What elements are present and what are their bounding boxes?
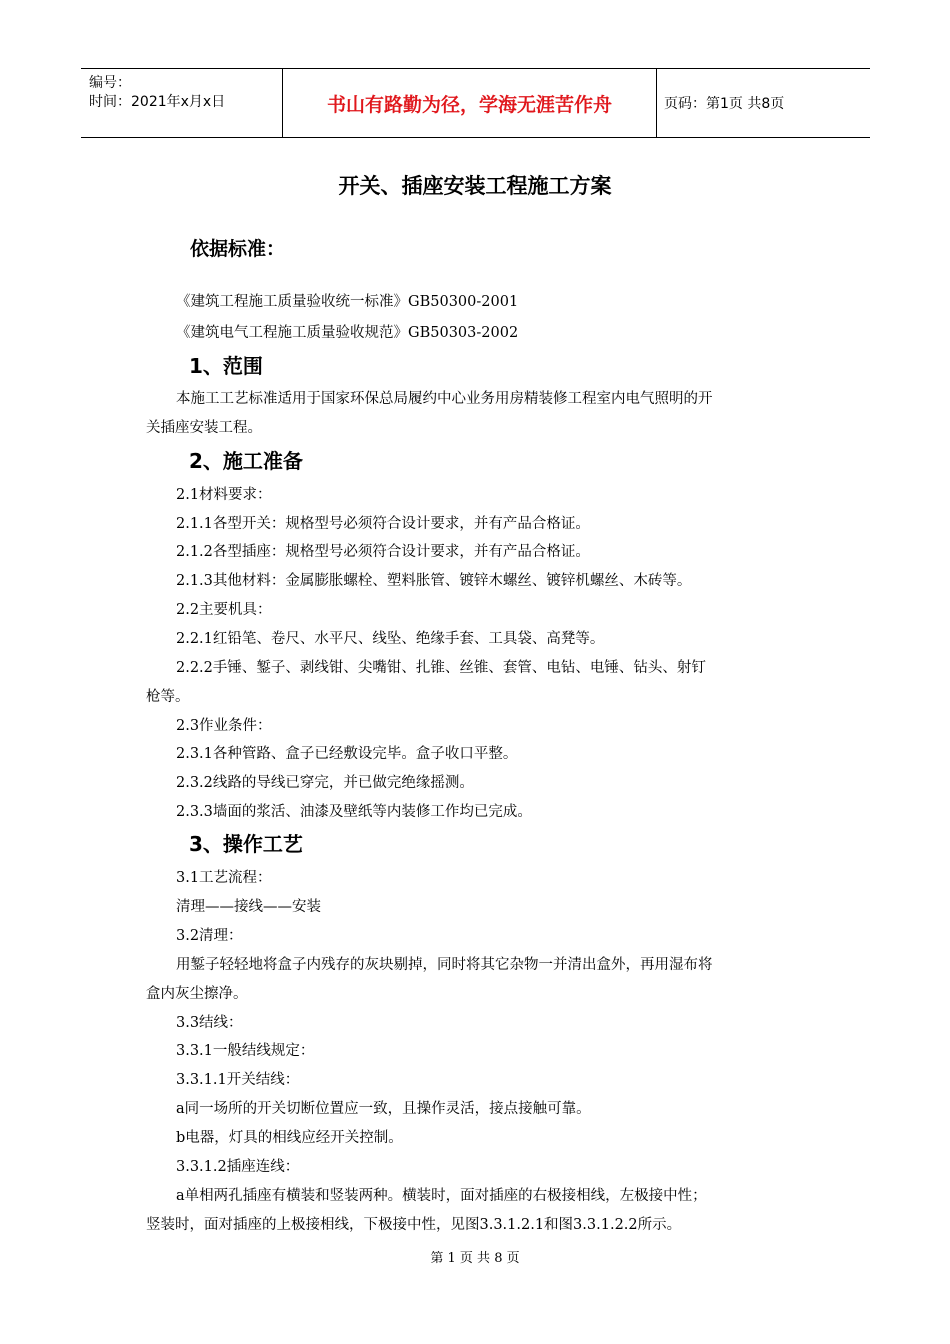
standard-item: 《建筑工程施工质量验收统一标准》GB50300-2001: [176, 294, 519, 310]
paragraph-line: 3.3结线：: [176, 1015, 243, 1031]
paragraph-line: 2.3.2线路的导线已穿完，并已做完绝缘摇测。: [176, 775, 474, 791]
paragraph-line: 关插座安装工程。: [146, 420, 262, 436]
paragraph-line: 2.3.1各种管路、盒子已经敷设完毕。盒子收口平整。: [176, 746, 518, 762]
section-heading-preparation: 2、施工准备: [189, 449, 303, 473]
paragraph-line: 3.3.1一般结线规定：: [176, 1043, 315, 1059]
paragraph-line: 2.1.3其他材料：金属膨胀螺栓、塑料胀管、镀锌木螺丝、镀锌机螺丝、木砖等。: [176, 573, 692, 589]
document-date: 时间：2021年x月x日: [89, 94, 226, 110]
paragraph-line: 2.3.3墙面的浆活、油漆及壁纸等内装修工作均已完成。: [176, 804, 532, 820]
paragraph-line: 盒内灰尘擦净。: [146, 986, 248, 1002]
header-motto: 书山有路勤为径，学海无涯苦作舟: [282, 69, 657, 137]
section-heading-scope: 1、范围: [189, 354, 263, 378]
basis-heading: 依据标准：: [190, 238, 286, 260]
paragraph-line: 3.2清理：: [176, 928, 243, 944]
paragraph-line: 枪等。: [146, 689, 190, 705]
section-heading-process: 3、操作工艺: [189, 832, 303, 856]
paragraph-line: 本施工工艺标准适用于国家环保总局履约中心业务用房精装修工程室内电气照明的开: [176, 391, 713, 407]
paragraph-line: b电器，灯具的相线应经开关控制。: [176, 1130, 403, 1146]
page-footer: 第 1 页 共 8 页: [430, 1251, 520, 1266]
paragraph-line: 竖装时，面对插座的上极接相线，下极接中性，见图3.3.1.2.1和图3.3.1.2.2所示。: [146, 1217, 682, 1233]
paragraph-line: 2.1.1各型开关：规格型号必须符合设计要求，并有产品合格证。: [176, 516, 590, 532]
paragraph-line: 3.3.1.2插座连线：: [176, 1159, 300, 1175]
document-number-label: 编号：: [89, 75, 131, 91]
paragraph-line: 3.1工艺流程：: [176, 870, 272, 886]
paragraph-line: 2.1.2各型插座：规格型号必须符合设计要求，并有产品合格证。: [176, 544, 590, 560]
document-title: 开关、插座安装工程施工方案: [338, 174, 612, 198]
page-header: [81, 68, 870, 138]
paragraph-line: 清理——接线——安装: [176, 899, 321, 915]
paragraph-line: 2.2.1红铅笔、卷尺、水平尺、线坠、绝缘手套、工具袋、高凳等。: [176, 631, 605, 647]
header-page-info: [664, 69, 870, 137]
paragraph-line: 用錾子轻轻地将盒子内残存的灰块剔掉，同时将其它杂物一并清出盒外，再用湿布将: [176, 957, 713, 973]
page-info-text: 页码：第1页 共8页: [664, 96, 785, 112]
paragraph-line: a同一场所的开关切断位置应一致，且操作灵活，接点接触可靠。: [176, 1101, 591, 1117]
paragraph-line: 2.2.2手锤、錾子、剥线钳、尖嘴钳、扎锥、丝锥、套管、电钻、电锤、钻头、射钉: [176, 660, 706, 676]
paragraph-line: a单相两孔插座有横装和竖装两种。横装时，面对插座的右极接相线，左极接中性；: [176, 1188, 707, 1204]
standard-item: 《建筑电气工程施工质量验收规范》GB50303-2002: [176, 325, 519, 341]
paragraph-line: 2.3作业条件：: [176, 718, 272, 734]
paragraph-line: 3.3.1.1开关结线：: [176, 1072, 300, 1088]
paragraph-line: 2.1材料要求：: [176, 487, 272, 503]
header-meta: [81, 69, 281, 137]
paragraph-line: 2.2主要机具：: [176, 602, 272, 618]
